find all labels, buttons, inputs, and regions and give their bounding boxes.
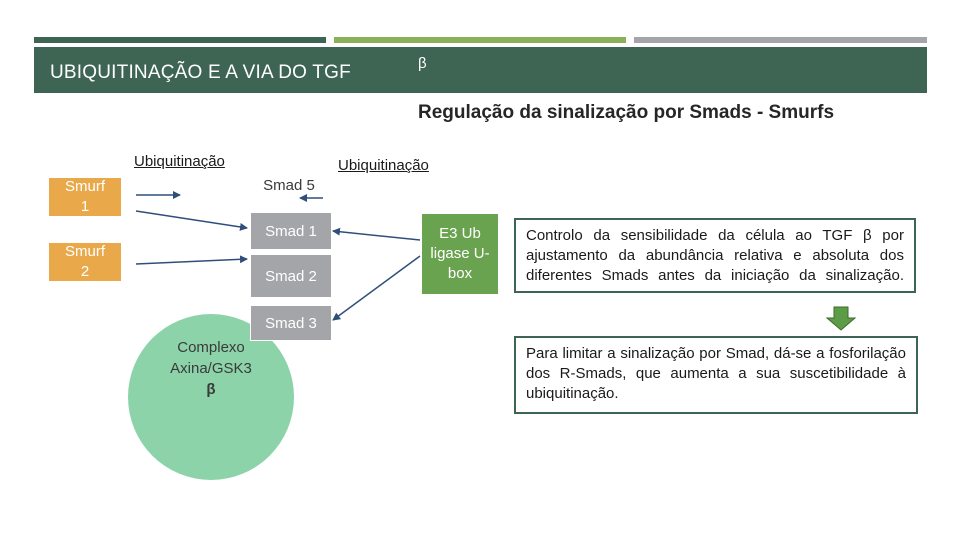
control-text: Controlo da sensibilidade da célula ao TGF β por ajustamento da abundância relativa e absoluta dos diferentes Smads antes da iniciação da sinalização. bbox=[526, 227, 904, 284]
ubiquitination-label-left: Ubiquitinação bbox=[134, 153, 225, 170]
page-subtitle: Regulação da sinalização por Smads - Smurfs bbox=[418, 102, 835, 123]
smad2-box bbox=[250, 254, 332, 298]
arrow-to-smad1 bbox=[136, 211, 247, 228]
page-title: UBIQUITINAÇÃO E A VIA DO TGF bbox=[50, 62, 351, 83]
e3-ligase-box bbox=[422, 214, 498, 294]
complex-label-line3: β bbox=[206, 381, 216, 398]
e3-ligase-label: E3 Ub ligase U-box bbox=[430, 225, 490, 282]
smad3-box bbox=[250, 305, 332, 341]
smad1-box bbox=[250, 212, 332, 250]
down-arrow-icon bbox=[827, 307, 855, 330]
smad2-label: Smad 2 bbox=[265, 267, 317, 285]
arrow-e3-to-smad1 bbox=[333, 231, 420, 240]
smad1-label: Smad 1 bbox=[265, 222, 317, 240]
complex-label-line1: Complexo bbox=[177, 339, 245, 356]
limit-text: Para limitar a sinalização por Smad, dá-se a fosforilação dos R-Smads, que aumenta a sua suscetibilidade à ubiquitinação. bbox=[526, 345, 906, 402]
page-title-beta: β bbox=[418, 55, 427, 72]
ubiquitination-label-right: Ubiquitinação bbox=[338, 157, 429, 174]
smurf2-label: Smurf 2 bbox=[64, 243, 105, 280]
smurf2-box bbox=[48, 242, 122, 282]
limit-textbox bbox=[514, 336, 918, 414]
smad5-label: Smad 5 bbox=[263, 176, 315, 194]
arrow-e3-to-smad3 bbox=[333, 256, 420, 320]
smurf1-label: Smurf 1 bbox=[64, 178, 105, 215]
complex-label bbox=[128, 337, 294, 400]
complex-label-line2: Axina/GSK3 bbox=[170, 360, 252, 377]
smurf1-box bbox=[48, 177, 122, 217]
arrow-to-smad2 bbox=[136, 259, 247, 264]
control-textbox bbox=[514, 218, 916, 293]
smad3-label: Smad 3 bbox=[265, 314, 317, 332]
